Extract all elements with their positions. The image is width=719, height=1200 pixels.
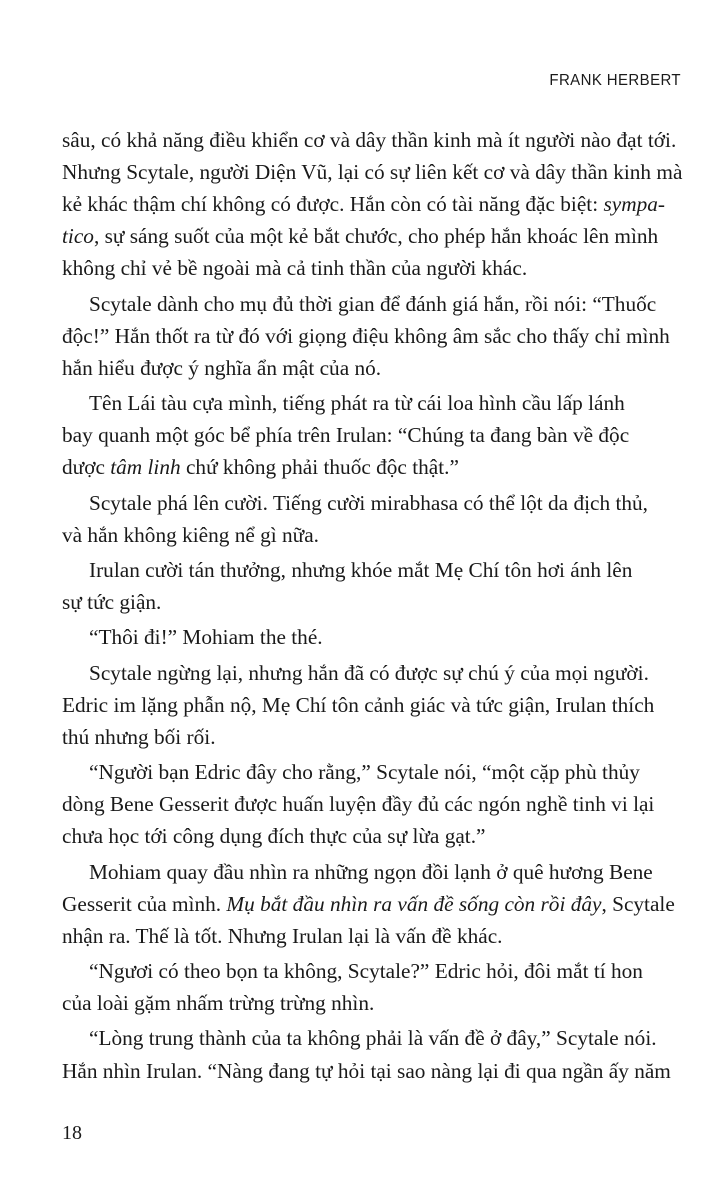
text-line: Hắn nhìn Irulan. “Nàng đang tự hỏi tại sao nàng lại đi qua ngần ấy năm bbox=[62, 1058, 671, 1083]
text-line: Scytale dành cho mụ đủ thời gian để đánh giá hắn, rồi nói: “Thuốc bbox=[89, 291, 657, 316]
text-line: hắn hiểu được ý nghĩa ẩn mật của nó. bbox=[62, 355, 382, 380]
italic-text-run: tico bbox=[62, 224, 94, 249]
text-line: không chỉ vẻ bề ngoài mà cả tinh thần của người khác. bbox=[62, 256, 528, 281]
text-line: Scytale phá lên cười. Tiếng cười mirabhasa có thể lột da địch thủ, bbox=[89, 490, 648, 515]
text-line: bay quanh một góc bể phía trên Irulan: “Chúng ta đang bàn về độc bbox=[62, 423, 630, 448]
text-line: chưa học tới công dụng đích thực của sự lừa gạt.” bbox=[62, 824, 486, 849]
text-line: Scytale ngừng lại, nhưng hắn đã có được sự chú ý của mọi người. bbox=[89, 660, 649, 685]
italic-text-run: tâm linh bbox=[110, 455, 181, 480]
text-line bbox=[62, 220, 684, 252]
text-line: của loài gặm nhấm trừng trừng nhìn. bbox=[62, 991, 375, 1016]
text-run: dược bbox=[62, 455, 111, 480]
text-run: chứ không phải thuốc độc thật.” bbox=[180, 455, 459, 480]
text-line: nhận ra. Thế là tốt. Nhưng Irulan lại là vấn đề khác. bbox=[62, 923, 503, 948]
text-line: “Ngươi có theo bọn ta không, Scytale?” Edric hỏi, đôi mắt tí hon bbox=[89, 959, 643, 984]
italic-text-run: Mụ bắt đầu nhìn ra vấn đề sống còn rồi đây bbox=[226, 891, 602, 916]
text-run: Gesserit của mình. bbox=[62, 891, 227, 916]
page-number: 18 bbox=[62, 1122, 82, 1144]
text-line: “Thôi đi!” Mohiam the thé. bbox=[89, 625, 323, 650]
text-run: , Scytale bbox=[601, 891, 675, 916]
text-line: sâu, có khả năng điều khiển cơ và dây thần kinh mà ít người nào đạt tới. bbox=[62, 128, 677, 152]
text-line: thú nhưng bối rối. bbox=[62, 724, 216, 749]
text-line: Edric im lặng phẫn nộ, Mẹ Chí tôn cảnh giác và tức giận, Irulan thích bbox=[62, 692, 655, 717]
text-line: “Lòng trung thành của ta không phải là vấn đề ở đây,” Scytale nói. bbox=[89, 1026, 657, 1051]
text-line bbox=[62, 888, 684, 920]
text-line: Mohiam quay đầu nhìn ra những ngọn đồi lạnh ở quê hương Bene bbox=[89, 859, 653, 884]
running-header-author: FRANK HERBERT bbox=[549, 71, 681, 90]
text-line: và hắn không kiêng nể gì nữa. bbox=[62, 522, 319, 547]
text-run: , sự sáng suốt của một kẻ bắt chước, cho phép hắn khoác lên mình bbox=[93, 224, 659, 249]
italic-text-run: sympa- bbox=[603, 192, 665, 217]
text-line bbox=[62, 451, 684, 483]
text-line: Nhưng Scytale, người Diện Vũ, lại có sự liên kết cơ và dây thần kinh mà bbox=[62, 160, 683, 185]
text-line: độc!” Hắn thốt ra từ đó với giọng điệu không âm sắc cho thấy chỉ mình bbox=[62, 323, 670, 348]
text-line: sự tức giận. bbox=[62, 590, 162, 615]
text-run: kẻ khác thậm chí không có được. Hắn còn có tài năng đặc biệt: bbox=[62, 192, 604, 217]
text-line: dòng Bene Gesserit được huấn luyện đầy đủ các ngón nghề tinh vi lại bbox=[62, 792, 655, 817]
text-line: Irulan cười tán thưởng, nhưng khóe mắt Mẹ Chí tôn hơi ánh lên bbox=[89, 557, 633, 582]
text-line bbox=[62, 188, 684, 220]
text-line: Tên Lái tàu cựa mình, tiếng phát ra từ cái loa hình cầu lấp lánh bbox=[89, 391, 625, 416]
page-body-text bbox=[62, 124, 684, 1087]
text-line: “Người bạn Edric đây cho rằng,” Scytale nói, “một cặp phù thủy bbox=[89, 760, 640, 785]
